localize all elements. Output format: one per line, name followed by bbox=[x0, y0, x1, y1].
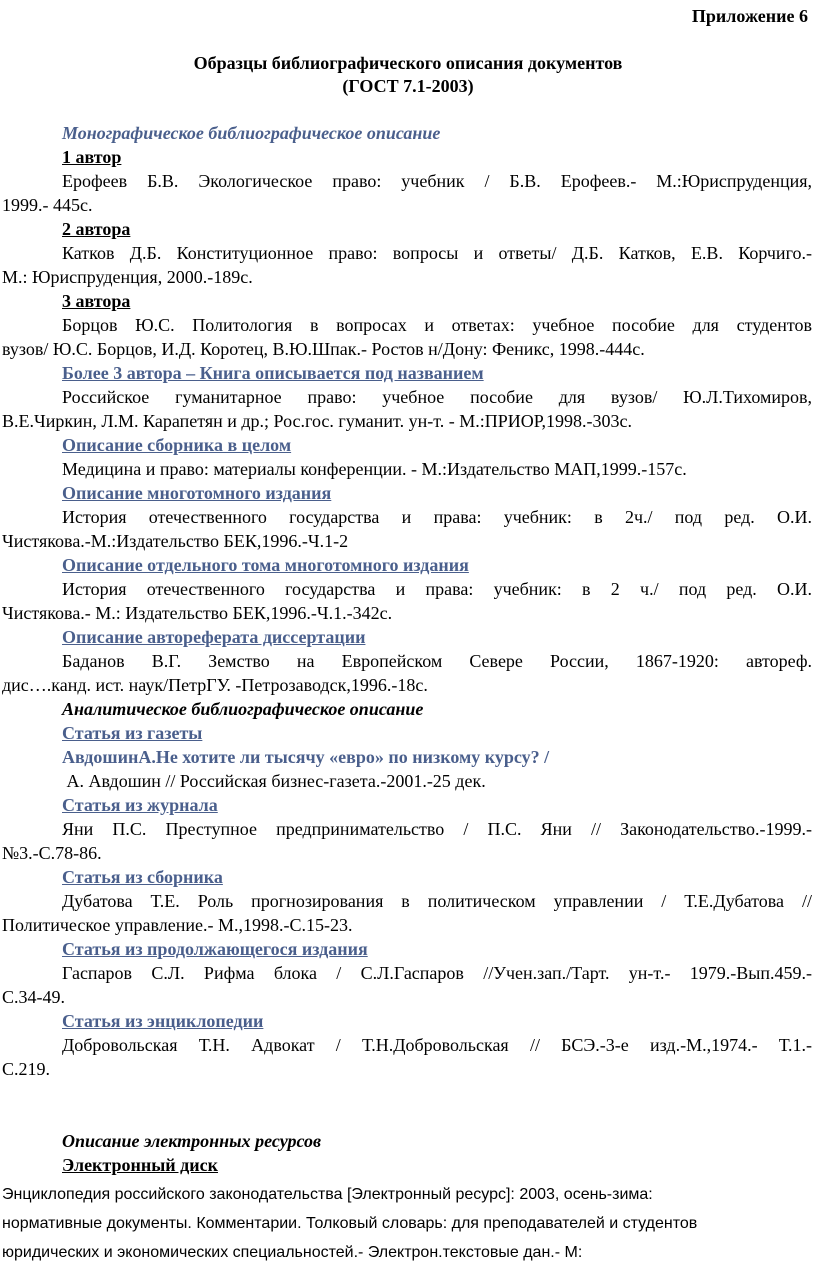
entry-abstract-line2: дис….канд. ист. наук/ПетрГУ. -Петрозаводск,1996.-18с. bbox=[2, 675, 428, 695]
label-collection: Описание сборника в целом bbox=[62, 435, 292, 455]
entry-single-volume-line1: История отечественного государства и права: учебник: в 2 ч./ под ред. О.И. bbox=[62, 579, 812, 599]
entry-collection-article-line2: Политическое управление.- М.,1998.-С.15-23. bbox=[2, 915, 353, 935]
spacer bbox=[2, 1081, 812, 1129]
section-heading-analytic: Аналитическое библиографическое описание bbox=[62, 699, 424, 719]
entry-journal-line1: Яни П.С. Преступное предпринимательство / П.С. Яни // Законодательство.-1999.- bbox=[62, 819, 812, 839]
label-encyclopedia-article: Статья из энциклопедии bbox=[62, 1011, 264, 1031]
label-2-authors: 2 автора bbox=[62, 219, 131, 239]
label-electronic-disk: Электронный диск bbox=[62, 1155, 219, 1175]
entry-1-author-line1: Ерофеев Б.В. Экологическое право: учебник / Б.В. Ерофеев.- М.:Юриспруденция, bbox=[62, 171, 812, 191]
label-serial-article: Статья из продолжающегося издания bbox=[62, 939, 368, 959]
entry-multivolume-line2: Чистякова.-М.:Издательство БЕК,1996.-Ч.1-2 bbox=[2, 531, 349, 551]
entry-1-author-line2: 1999.- 445с. bbox=[2, 195, 93, 215]
appendix-label: Приложение 6 bbox=[691, 6, 808, 26]
page-subtitle: (ГОСТ 7.1-2003) bbox=[342, 76, 474, 96]
section-heading-electronic: Описание электронных ресурсов bbox=[62, 1131, 322, 1151]
electronic-entry bbox=[2, 1180, 812, 1267]
entry-encyclopedia-line2: С.219. bbox=[2, 1059, 51, 1079]
label-newspaper-article: Статья из газеты bbox=[62, 723, 203, 743]
label-3-authors: 3 автора bbox=[62, 291, 131, 311]
label-more-than-3-authors: Более 3 автора – Книга описывается под названием bbox=[62, 363, 484, 383]
entry-disk-line1: Энциклопедия российского законодательства [Электронный ресурс]: 2003, осень-зима: bbox=[2, 1186, 653, 1203]
page-title: Образцы библиографического описания документов bbox=[193, 53, 623, 73]
entry-single-volume-line2: Чистякова.- М.: Издательство БЕК,1996.-Ч.1.-342с. bbox=[2, 603, 393, 623]
entry-disk-line3: юридических и экономических специальностей.- Электрон.текстовые дан.- М: bbox=[2, 1244, 583, 1261]
label-collection-article: Статья из сборника bbox=[62, 867, 223, 887]
document-body bbox=[2, 121, 812, 1177]
entry-serial-line1: Гаспаров С.Л. Рифма блока / С.Л.Гаспаров //Учен.зап./Тарт. ун-т.- 1979.-Вып.459.- bbox=[62, 963, 812, 983]
entry-disk-line2: нормативные документы. Комментарии. Толковый словарь: для преподавателей и студентов bbox=[2, 1215, 698, 1232]
entry-collection-line1: Медицина и право: материалы конференции. - М.:Издательство МАП,1999.-157с. bbox=[62, 459, 687, 479]
entry-newspaper-line2: А. Авдошин // Российская бизнес-газета.-2001.-25 дек. bbox=[62, 771, 486, 791]
label-1-author: 1 автор bbox=[62, 147, 122, 167]
label-single-volume: Описание отдельного тома многотомного издания bbox=[62, 555, 469, 575]
entry-serial-line2: С.34-49. bbox=[2, 987, 65, 1007]
entry-2-authors-line1: Катков Д.Б. Конституционное право: вопросы и ответы/ Д.Б. Катков, Е.В. Корчиго.- bbox=[62, 243, 812, 263]
entry-collection-article-line1: Дубатова Т.Е. Роль прогнозирования в политическом управлении / Т.Е.Дубатова // bbox=[62, 891, 812, 911]
entry-2-authors-line2: М.: Юриспруденция, 2000.-189с. bbox=[2, 267, 253, 287]
entry-journal-line2: №3.-С.78-86. bbox=[2, 843, 102, 863]
label-journal-article: Статья из журнала bbox=[62, 795, 218, 815]
entry-multivolume-line1: История отечественного государства и права: учебник: в 2ч./ под ред. О.И. bbox=[62, 507, 812, 527]
entry-encyclopedia-line1: Добровольская Т.Н. Адвокат / Т.Н.Добровольская // БСЭ.-3-е изд.-М.,1974.- Т.1.- bbox=[62, 1035, 812, 1055]
entry-3-authors-line2: вузов/ Ю.С. Борцов, И.Д. Коротец, В.Ю.Шпак.- Ростов н/Дону: Феникс, 1998.-444с. bbox=[2, 339, 645, 359]
entry-abstract-line1: Баданов В.Г. Земство на Европейском Севере России, 1867-1920: автореф. bbox=[62, 651, 812, 671]
label-multivolume: Описание многотомного издания bbox=[62, 483, 332, 503]
entry-3-authors-line1: Борцов Ю.С. Политология в вопросах и ответах: учебное пособие для студентов bbox=[62, 315, 812, 335]
entry-newspaper-line1: АвдошинА.Не хотите ли тысячу «евро» по низкому курсу? / bbox=[62, 747, 550, 767]
entry-more-3-line1: Российское гуманитарное право: учебное пособие для вузов/ Ю.Л.Тихомиров, bbox=[62, 387, 812, 407]
entry-more-3-line2: В.Е.Чиркин, Л.М. Карапетян и др.; Рос.гос. гуманит. ун-т. - М.:ПРИОР,1998.-303с. bbox=[2, 411, 632, 431]
section-heading-monographic: Монографическое библиографическое описание bbox=[62, 123, 441, 143]
label-dissertation-abstract: Описание автореферата диссертации bbox=[62, 627, 366, 647]
